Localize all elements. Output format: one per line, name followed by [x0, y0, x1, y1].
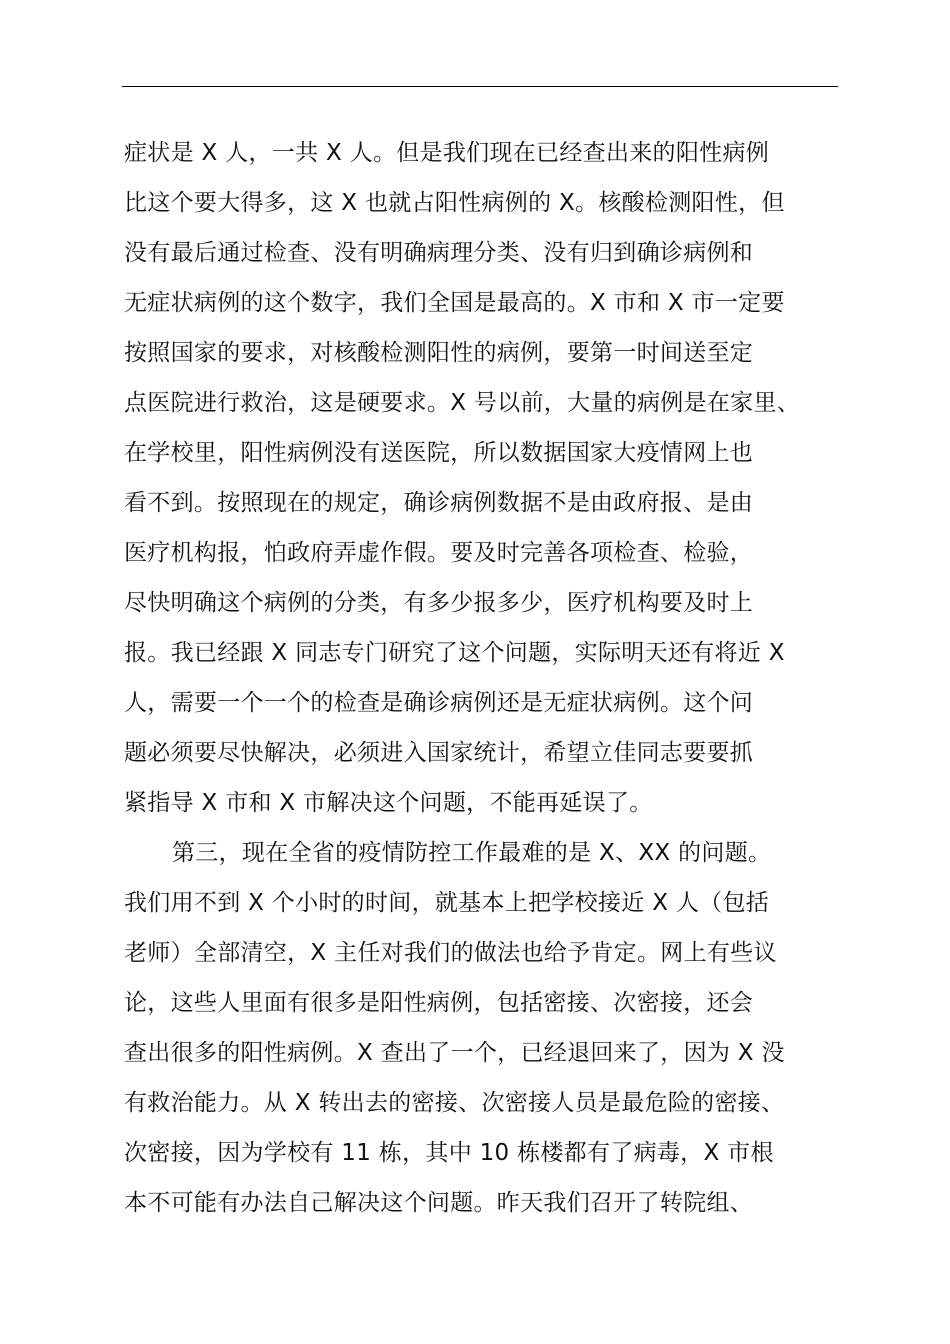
text-line: 题必须要尽快解决，必须进入国家统计，希望立佳同志要要抓 — [124, 740, 754, 766]
text-line: 比这个要大得多，这 X 也就占阳性病例的 X。核酸检测阳性，但 — [124, 190, 785, 216]
text-line: 论，这些人里面有很多是阳性病例，包括密接、次密接，还会 — [124, 990, 754, 1016]
text-line: 点医院进行救治，这是硬要求。X 号以前，大量的病例是在家里、 — [124, 390, 801, 416]
text-line: 查出很多的阳性病例。X 查出了一个，已经退回来了，因为 X 没 — [124, 1040, 785, 1066]
text-line: 人，需要一个一个的检查是确诊病例还是无症状病例。这个问 — [124, 690, 754, 716]
text-line: 我们用不到 X 个小时的时间，就基本上把学校接近 X 人（包括 — [124, 890, 770, 916]
body-text — [124, 128, 840, 1228]
text-line: 老师）全部清空，X 主任对我们的做法也给予肯定。网上有些议 — [124, 940, 777, 966]
text-line: 在学校里，阳性病例没有送医院，所以数据国家大疫情网上也 — [124, 440, 754, 466]
text-line: 无症状病例的这个数字，我们全国是最高的。X 市和 X 市一定要 — [124, 290, 785, 316]
text-line: 尽快明确这个病例的分类，有多少报多少，医疗机构要及时上 — [124, 590, 754, 616]
text-line: 有救治能力。从 X 转出去的密接、次密接人员是最危险的密接、 — [124, 1090, 785, 1116]
header-rule — [122, 86, 838, 87]
text-line: 医疗机构报，怕政府弄虚作假。要及时完善各项检查、检验， — [124, 540, 754, 566]
paragraph-start-line: 第三，现在全省的疫情防控工作最难的是 X、XX 的问题。 — [172, 840, 772, 866]
text-line: 看不到。按照现在的规定，确诊病例数据不是由政府报、是由 — [124, 490, 754, 516]
text-line: 按照国家的要求，对核酸检测阳性的病例，要第一时间送至定 — [124, 340, 754, 366]
text-line: 紧指导 X 市和 X 市解决这个问题，不能再延误了。 — [124, 790, 653, 816]
text-line: 报。我已经跟 X 同志专门研究了这个问题，实际明天还有将近 X — [124, 640, 785, 666]
text-line: 次密接，因为学校有 11 栋，其中 10 栋楼都有了病毒，X 市根 — [124, 1140, 774, 1166]
text-line: 本不可能有办法自己解决这个问题。昨天我们召开了转院组、 — [124, 1190, 754, 1216]
text-line: 没有最后通过检查、没有明确病理分类、没有归到确诊病例和 — [124, 240, 754, 266]
text-line: 症状是 X 人，一共 X 人。但是我们现在已经查出来的阳性病例 — [124, 140, 770, 166]
